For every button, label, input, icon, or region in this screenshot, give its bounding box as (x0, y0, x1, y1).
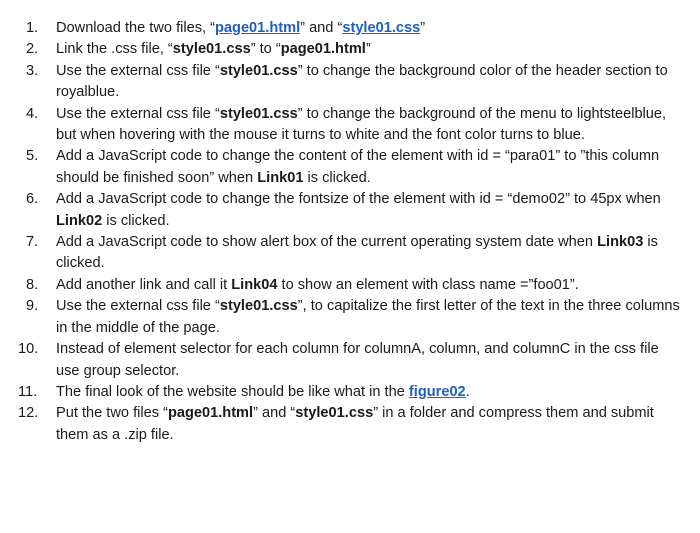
task-item (26, 146, 686, 189)
item-number: 9. (26, 298, 39, 315)
task-item (26, 275, 686, 296)
task-item (26, 61, 686, 104)
item-text: Use the external css file “style01.css” to change the background of the menu to lightsteelblue, but when hovering with the mouse it turns to white and the font color turns to blue. (56, 105, 667, 144)
item-text: Link the .css file, “style01.css” to “page01.html” (56, 41, 371, 58)
task-item (26, 232, 686, 275)
item-text: Use the external css file “style01.css” to change the background color of the header section to royalblue. (56, 62, 668, 101)
item-text: Add a JavaScript code to change the content of the element with id = “para01” to ”this column should be finished soon” when Link01 is clicked. (56, 148, 660, 186)
task-item (18, 403, 686, 446)
item-number: 3. (26, 62, 39, 79)
page01-html-link[interactable]: page01.html (215, 20, 301, 36)
task-item (26, 18, 686, 39)
item-number: 4. (26, 105, 39, 122)
style01-css-link[interactable]: style01.css (342, 20, 421, 36)
item-number: 6. (26, 191, 39, 208)
item-number: 1. (26, 20, 39, 36)
task-list (18, 18, 686, 446)
item-number: 8. (26, 276, 39, 293)
item-number: 7. (26, 234, 39, 251)
item-text: Add another link and call it Link04 to show an element with class name =”foo01”. (56, 276, 579, 293)
item-number: 2. (26, 41, 39, 58)
item-text: Add a JavaScript code to show alert box of the current operating system date when Link03 is clicked. (56, 234, 658, 272)
task-item (26, 104, 686, 147)
item-text: Put the two files “page01.html” and “style01.css” in a folder and compress them and submit them as a .zip file. (56, 405, 654, 443)
item-text: The final look of the website should be like what in the figure02. (56, 383, 470, 400)
task-item (26, 39, 686, 60)
task-item (18, 339, 686, 382)
task-item (26, 296, 686, 339)
item-number: 11. (18, 383, 38, 400)
item-text: Add a JavaScript code to change the fontsize of the element with id = “demo02” to 45px when Link02 is clicked. (56, 191, 661, 229)
task-item (26, 189, 686, 232)
task-item (18, 382, 686, 403)
figure02-link[interactable]: figure02 (408, 383, 466, 400)
item-number: 5. (26, 148, 39, 165)
item-text: Use the external css file “style01.css”, to capitalize the first letter of the text in the three columns in the middle of the page. (56, 298, 680, 336)
item-number: 10. (18, 341, 39, 358)
item-number: 12. (18, 405, 39, 422)
item-text: Download the two files, “page01.html” and “style01.css” (56, 20, 426, 36)
item-text: Instead of element selector for each column for columnA, column, and columnC in the css file use group selector. (56, 341, 659, 379)
